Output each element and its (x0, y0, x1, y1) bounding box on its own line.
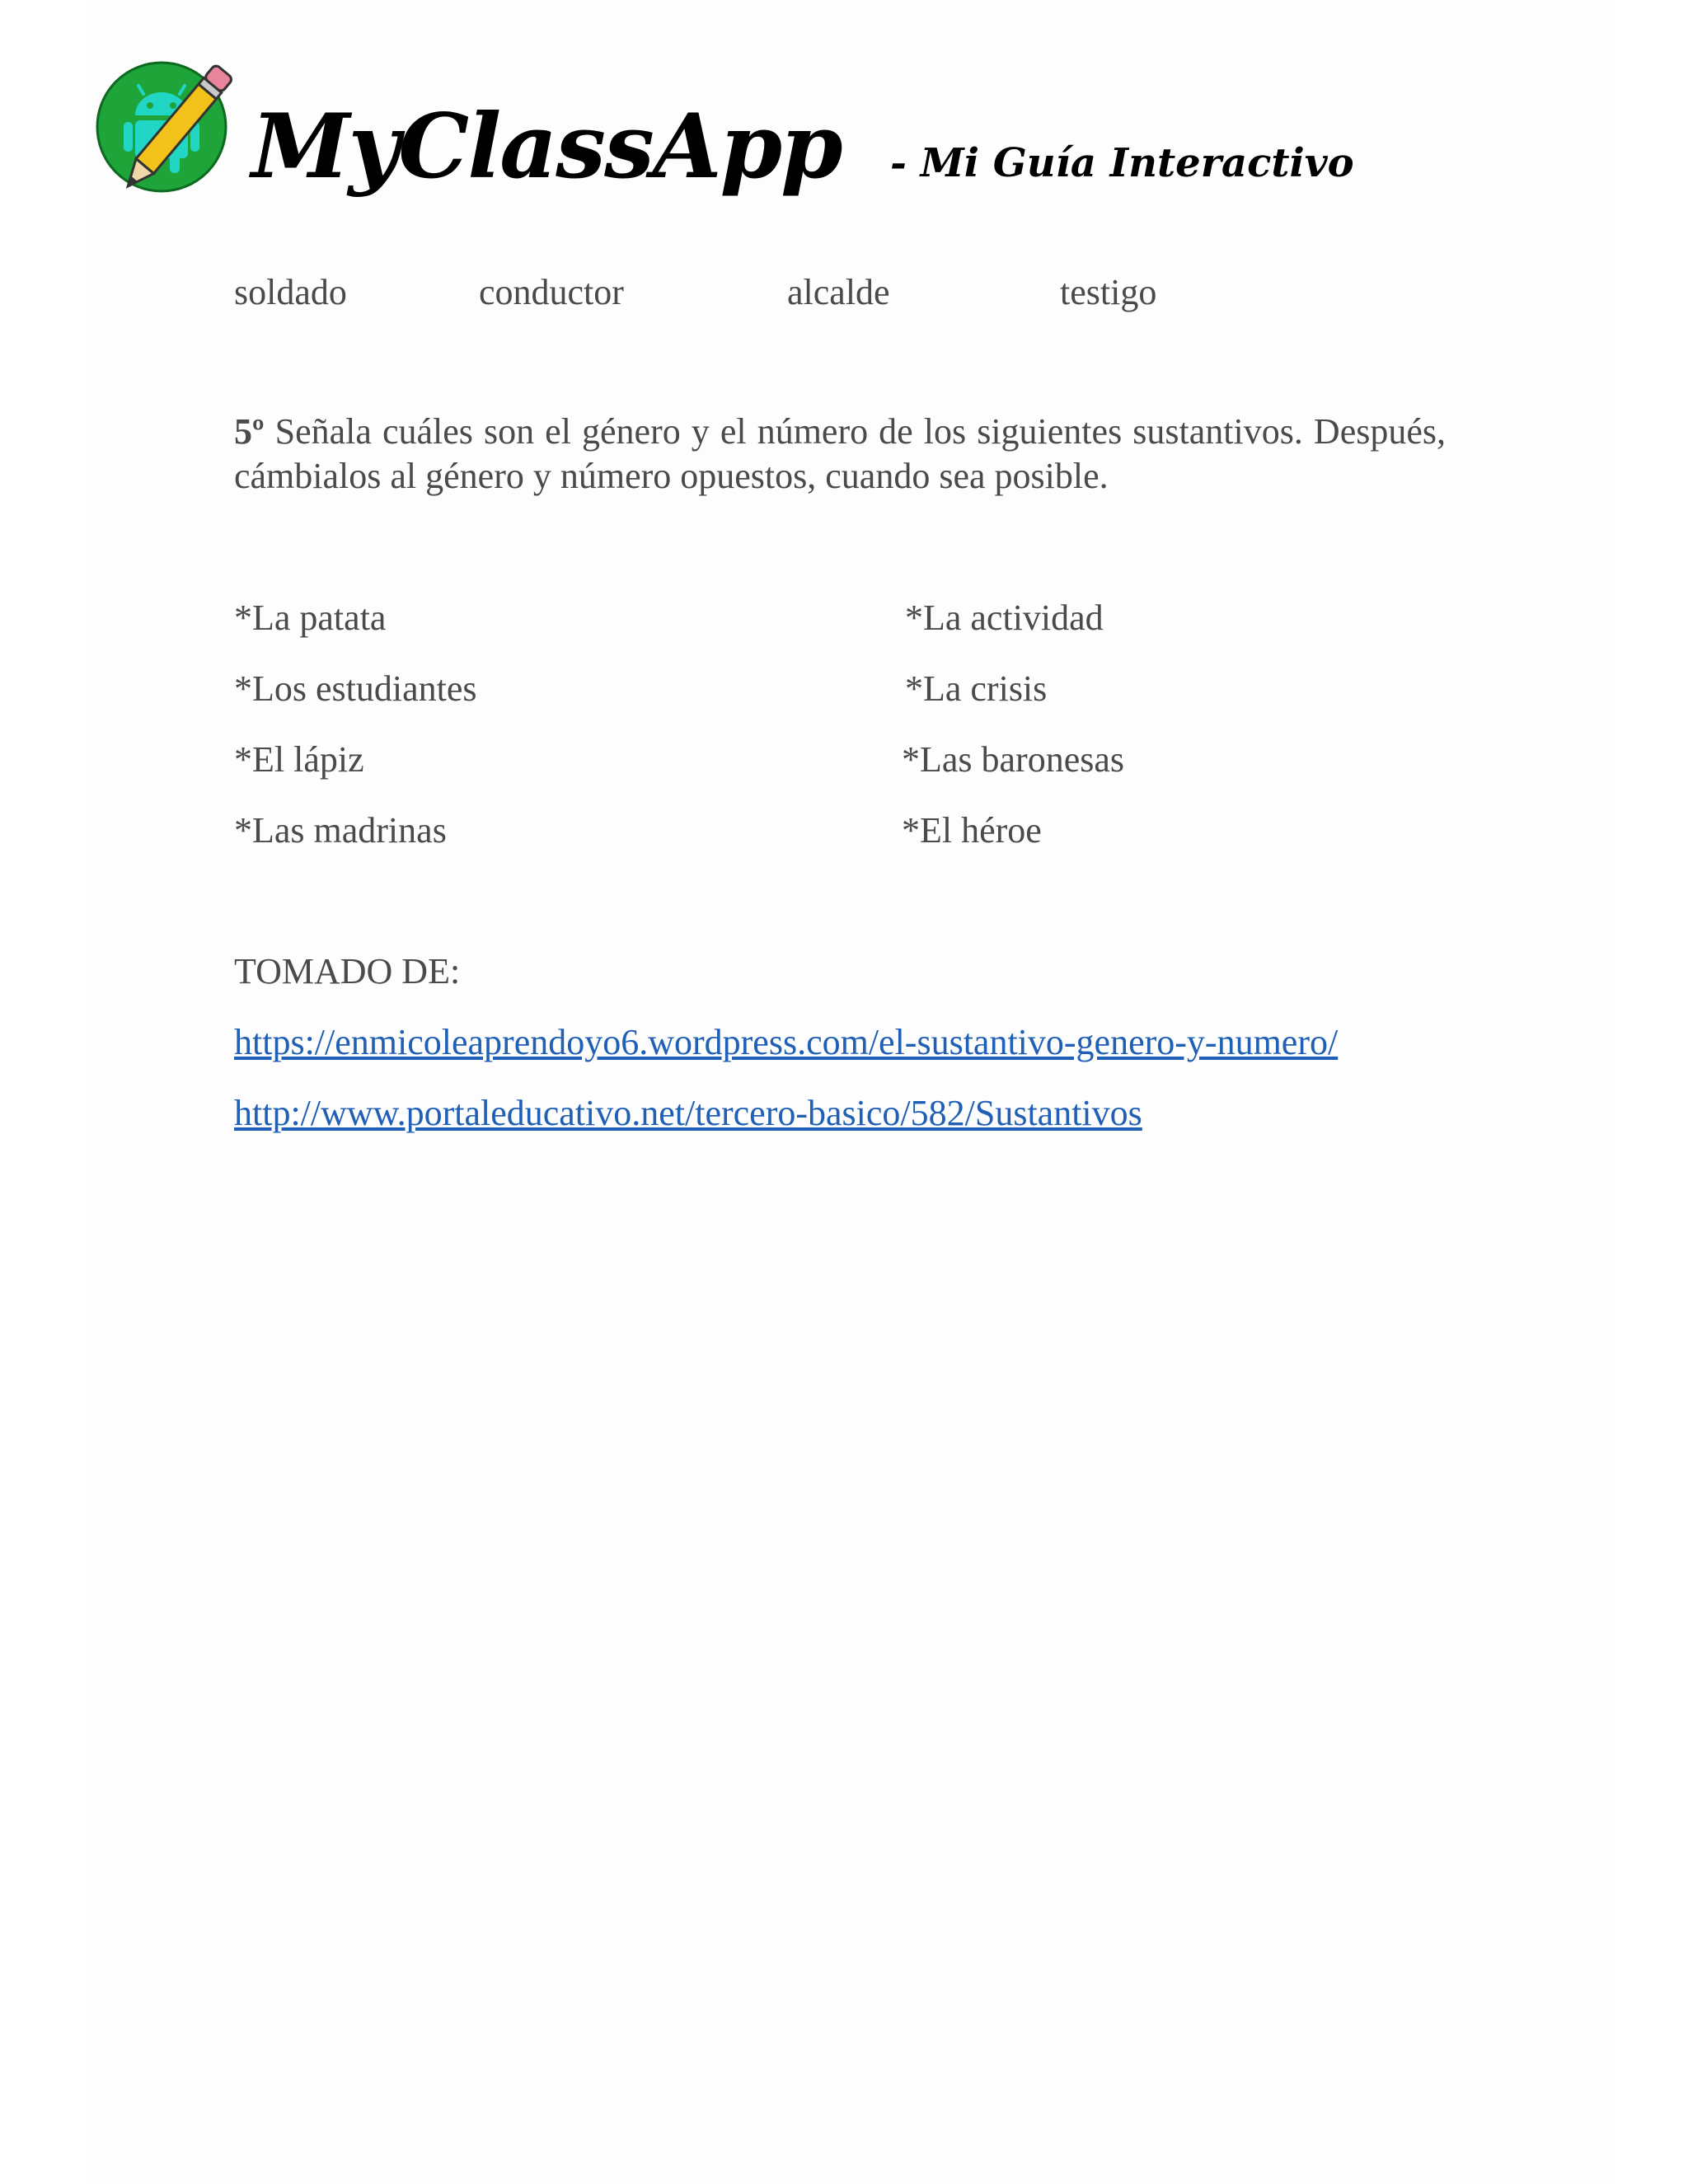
noun-item-left: *La patata (234, 598, 387, 638)
noun-item-left: *Las madrinas (234, 810, 447, 851)
exercise-number: 5º (234, 411, 265, 452)
exercise-instruction (234, 410, 1446, 499)
exercise-text: Señala cuáles son el género y el número de los siguientes sustantivos. Después, cámbialos al género y número opuestos, cuando sea posible. (234, 411, 1446, 496)
source-link-1[interactable]: https://enmicoleaprendoyo6.wordpress.com/el-sustantivo-genero-y-numero/ (234, 1022, 1339, 1062)
noun-item-left: *Los estudiantes (234, 668, 477, 709)
noun-item-right: *Las baronesas (902, 739, 1125, 780)
word-item: alcalde (787, 272, 890, 312)
android-pencil-logo-icon (96, 56, 236, 196)
word-item: soldado (234, 272, 347, 312)
noun-item-right: *El héroe (902, 810, 1042, 851)
app-name: MyClassApp (251, 95, 842, 199)
noun-item-right: *La crisis (905, 668, 1048, 709)
app-tagline: - Mi Guía Interactivo (890, 140, 1354, 186)
source-link-2[interactable]: http://www.portaleducativo.net/tercero-basico/582/Sustantivos (234, 1093, 1142, 1133)
sources-label: TOMADO DE: (234, 951, 461, 991)
word-item: conductor (479, 272, 624, 312)
noun-item-left: *El lápiz (234, 739, 364, 780)
word-item: testigo (1060, 272, 1157, 312)
noun-item-right: *La actividad (905, 598, 1104, 638)
